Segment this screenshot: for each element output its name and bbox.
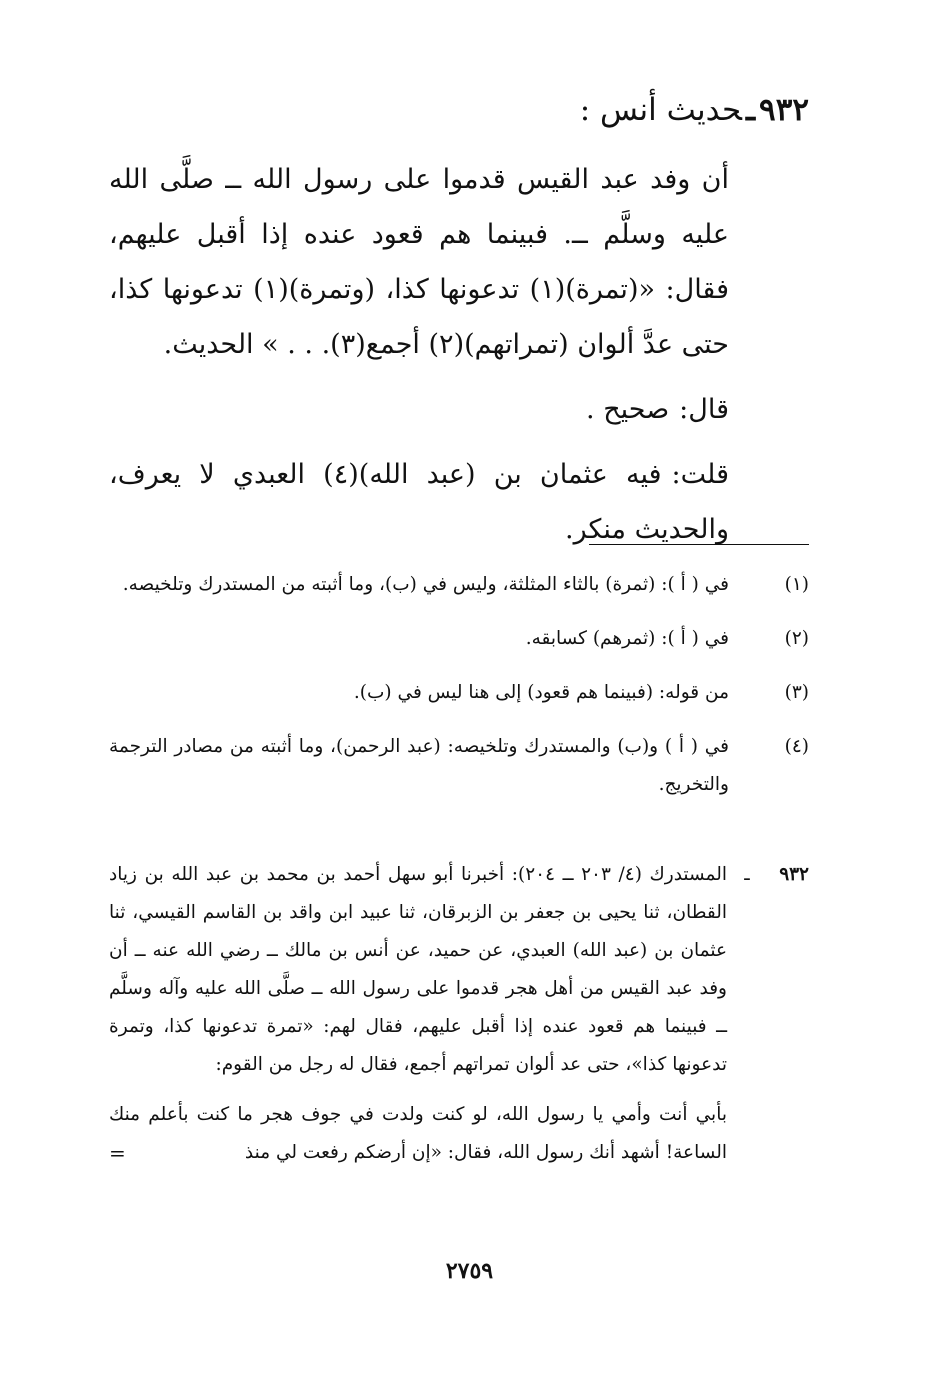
source-dash: ـ xyxy=(744,864,750,885)
verdict-label: قال: xyxy=(679,394,729,425)
footnote xyxy=(109,566,809,604)
footnote-number: (٢) xyxy=(784,628,809,649)
hadith-title: حديث أنس : xyxy=(579,92,742,128)
source-continuation: بأبي أنت وأمي يا رسول الله، لو كنت ولدت في جوف هجر ما كنت بأعلم منك الساعة! أشهد أنك رسول الله، فقال: «إن أرضكم رفعت لي منذ xyxy=(109,1104,727,1163)
comment-label: قلت: xyxy=(671,459,730,490)
hadith-text: أن وفد عبد القيس قدموا على رسول الله ــ صلَّى الله عليه وسلَّم ــ. فبينما هم قعود عنده إذا أقبل عليهم، فقال: «(تمرة)(١) تدعونها كذا، (وتمرة)(١) تدعونها كذا، حتى عدَّ ألوان (تمراتهم)(٢) أجمع(٣). . . » الحديث. xyxy=(109,164,729,360)
source-continuation-paragraph xyxy=(109,1096,809,1172)
source-reference xyxy=(109,856,809,1172)
comment xyxy=(109,447,729,557)
source-text: المستدرك (٤/ ٢٠٣ ــ ٢٠٤): أخبرنا أبو سهل أحمد بن محمد بن عبد الله بن زياد القطان، ثنا يحيى بن جعفر بن الزبرقان، ثنا عبيد ابن واقد بن القاسم القيسي، ثنا عثمان بن (عبد الله) العبدي، عن حميد، عن أنس بن مالك ــ رضي الله عنه ــ أن وفد عبد القيس من أهل هجر قدموا على رسول الله ــ صلَّى الله عليه وآله وسلَّم ــ فبينما هم قعود عنده إذا أقبل عليهم، فقال لهم: «تمرة تدعونها كذا، وتمرة تدعونها كذا»، حتى عد ألوان تمراتهم أجمع، فقال له رجل من القوم: xyxy=(109,864,727,1075)
footnote-number: (١) xyxy=(784,574,809,595)
footnote-number: (٣) xyxy=(784,682,809,703)
verdict xyxy=(109,382,729,437)
footnote-text: في ( أ ): (ثمرهم) كسابقه. xyxy=(525,628,729,649)
main-text xyxy=(109,152,729,567)
footnote-text: من قوله: (فبينما هم قعود) إلى هنا ليس في (ب). xyxy=(353,682,729,703)
footnote-number: (٤) xyxy=(784,736,809,757)
hadith-number: ٩٣٢ xyxy=(759,92,809,128)
footnote xyxy=(109,620,809,658)
continuation-mark: = xyxy=(109,1141,126,1165)
footnotes xyxy=(109,566,809,820)
footnote xyxy=(109,674,809,712)
heading-dash: ـ xyxy=(745,92,756,128)
footnote-divider xyxy=(589,544,809,545)
hadith-heading xyxy=(409,92,809,128)
page-number: ٢٧٥٩ xyxy=(445,1258,494,1284)
footnote-text: في ( أ ) و(ب) والمستدرك وتلخيصه: (عبد الرحمن)، وما أثبته من مصادر الترجمة والتخريج. xyxy=(109,736,729,795)
footnote-text: في ( أ ): (ثمرة) بالثاء المثلثة، وليس في (ب)، وما أثبته من المستدرك وتلخيصه. xyxy=(122,574,729,595)
source-number: ٩٣٢ xyxy=(779,864,809,885)
footnote xyxy=(109,728,809,804)
comment-text: فيه عثمان بن (عبد الله)(٤) العبدي لا يعرف، والحديث منكر. xyxy=(109,459,729,545)
verdict-text: صحيح . xyxy=(586,394,670,425)
source-first-paragraph xyxy=(109,856,809,1084)
